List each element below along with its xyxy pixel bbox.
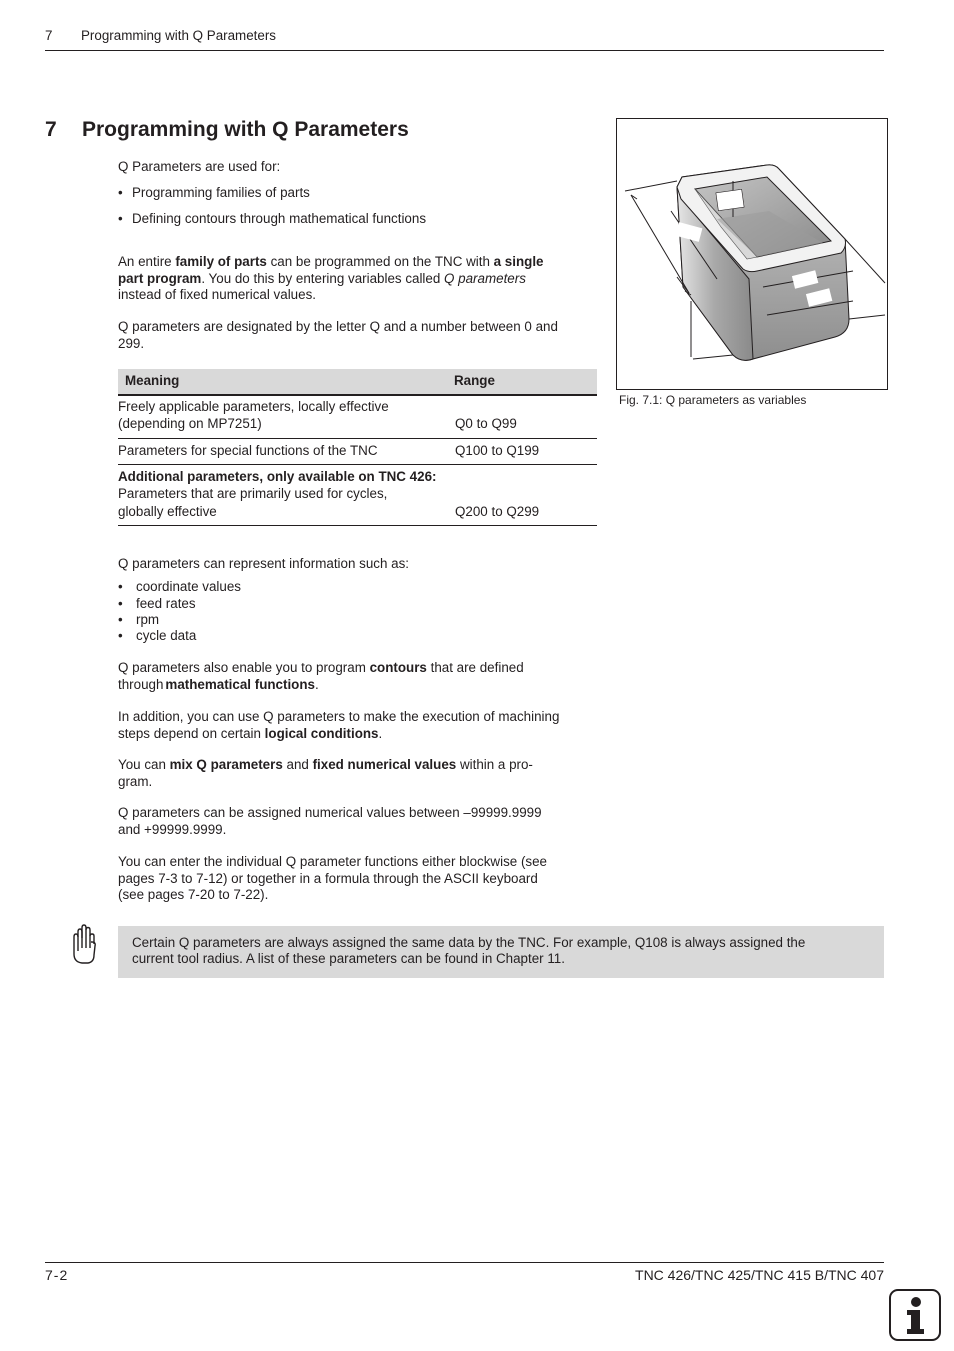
paragraph-value-range: Q parameters can be assigned numerical values between –99999.9999 and +99999.9999.: [118, 805, 542, 837]
list-item-text: Defining contours through mathematical functions: [132, 211, 427, 226]
page-number: 7-2: [45, 1267, 69, 1283]
paragraph-designation: Q parameters are designated by the letter Q and a number between 0 and 299.: [118, 319, 558, 351]
paragraph-logical-conditions: In addition, you can use Q parameters to make the execution of machining steps depend on certain logical conditions.: [118, 709, 560, 741]
table-rule: [118, 525, 597, 526]
figure-caption: Fig. 7.1: Q parameters as variables: [619, 393, 807, 407]
table-row: Freely applicable parameters, locally effective (depending on MP7251) Q0 to Q99: [118, 399, 517, 431]
pointing-hand-icon: [70, 924, 100, 966]
table-row: Parameters for special functions of the TNC Q100 to Q199: [118, 443, 540, 458]
title-number: 7: [45, 118, 57, 141]
title-text: Programming with Q Parameters: [82, 118, 409, 141]
page-title: [45, 117, 409, 143]
note-box: [118, 926, 884, 978]
paragraph-mix: You can mix Q parameters and fixed numerical values within a pro- gram.: [118, 757, 533, 789]
table-rule: [118, 464, 597, 465]
footer-models: TNC 426/TNC 425/TNC 415 B/TNC 407: [635, 1267, 884, 1283]
note-line: Certain Q parameters are always assigned the same data by the TNC. For example, Q108 is always assigned the: [132, 935, 806, 950]
footer-rule: [45, 1262, 884, 1263]
note-line: current tool radius. A list of these parameters can be found in Chapter 11.: [132, 951, 565, 966]
info-icon[interactable]: [889, 1289, 941, 1341]
paragraph-contours: Q parameters also enable you to program contours that are defined through mathematical functions.: [118, 660, 524, 692]
figure-box: [616, 118, 888, 390]
header-chapter-number: 7: [45, 28, 53, 43]
header-chapter-title: Programming with Q Parameters: [81, 28, 276, 43]
table-rule: [118, 438, 597, 439]
table-header-range: Range: [454, 373, 495, 388]
intro-lead: Q Parameters are used for:: [118, 159, 281, 174]
info-lead: Q parameters can represent information such as:: [118, 556, 410, 571]
paragraph-entry: You can enter the individual Q parameter functions either blockwise (see pages 7-3 to 7-12) or together in a formula through the ASCII keyboard (see pages 7-20 to 7-22).: [118, 854, 547, 902]
pocket-illustration: [617, 119, 887, 389]
table-row: Additional parameters, only available on TNC 426: Parameters that are primarily used for cycles, globally effective Q200 to Q299: [118, 469, 540, 519]
running-header: [45, 28, 885, 44]
paragraph-family-of-parts: An entire family of parts can be programmed on the TNC with a single part program. You do this by entering variables called Q parameters instead of fixed numerical values.: [118, 254, 544, 302]
header-rule: [45, 50, 884, 51]
table-header: [118, 369, 597, 394]
table-rule: [118, 394, 597, 396]
list-item-text: Programming families of parts: [132, 185, 310, 200]
table-header-meaning: Meaning: [125, 373, 180, 388]
